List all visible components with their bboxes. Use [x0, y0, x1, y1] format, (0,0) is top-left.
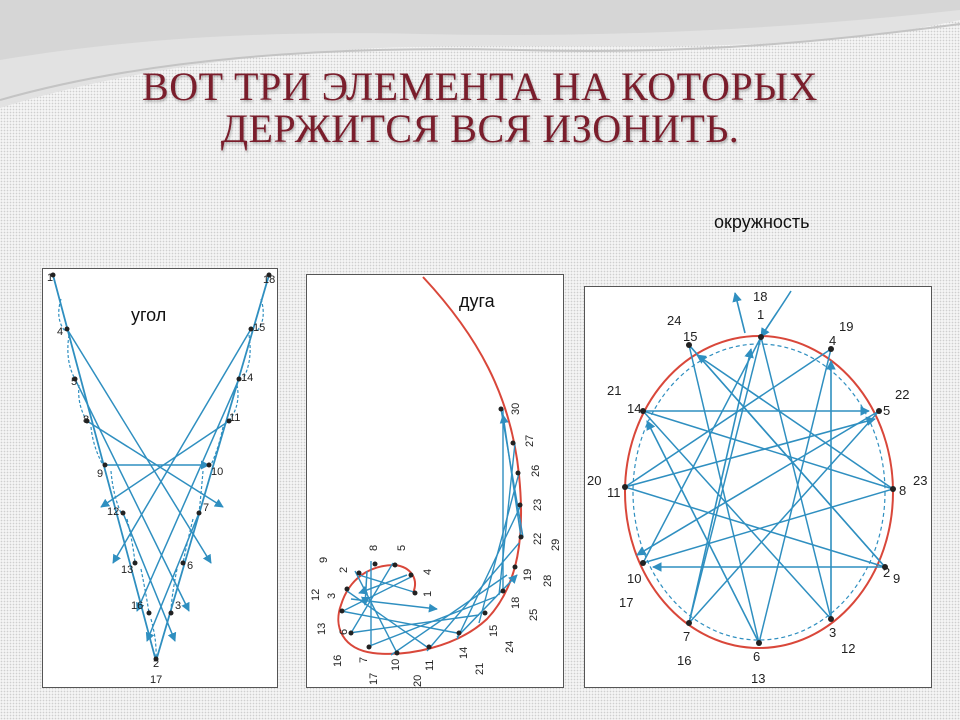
- arc-num-23: 23: [532, 498, 544, 511]
- arc-num-24: 24: [504, 640, 516, 653]
- circle-num-4: 4: [829, 333, 837, 348]
- angle-num-6: 6: [187, 560, 194, 572]
- angle-num-7: 7: [203, 502, 210, 514]
- angle-label: угол: [131, 305, 167, 325]
- angle-num-12: 12: [107, 506, 120, 518]
- arc-num-15: 15: [488, 624, 500, 637]
- arc-num-12: 12: [310, 588, 322, 601]
- angle-num-17: 17: [150, 674, 163, 686]
- angle-num-16: 16: [131, 600, 144, 612]
- circle-num-5: 5: [883, 403, 891, 418]
- arc-num-4: 4: [422, 568, 434, 575]
- circle-num-14: 14: [627, 401, 642, 416]
- angle-diagram: [43, 269, 279, 689]
- slide-title-line-2: ДЕРЖИТСЯ ВСЯ ИЗОНИТЬ.: [220, 106, 740, 151]
- angle-num-14: 14: [241, 372, 254, 384]
- circle-num-19: 19: [839, 319, 854, 334]
- angle-numbers: [47, 272, 275, 686]
- angle-num-9: 9: [97, 468, 104, 480]
- arc-num-27: 27: [524, 434, 536, 447]
- arc-num-8: 8: [368, 544, 380, 551]
- circle-num-21: 21: [607, 383, 622, 398]
- arc-num-16: 16: [332, 654, 344, 667]
- arc-num-20: 20: [412, 674, 424, 687]
- circle-num-2: 2: [883, 565, 891, 580]
- angle-num-18: 18: [263, 274, 276, 286]
- circle-numbers: [587, 289, 927, 686]
- circle-num-24: 24: [667, 313, 682, 328]
- arc-num-28: 28: [542, 574, 554, 587]
- circle-num-16: 16: [677, 653, 692, 668]
- circle-num-17: 17: [619, 595, 634, 610]
- angle-num-1: 1: [47, 272, 54, 284]
- circle-num-7: 7: [683, 629, 691, 644]
- arc-num-10: 10: [390, 658, 402, 671]
- angle-num-2: 2: [153, 658, 160, 670]
- arc-num-9: 9: [318, 556, 330, 563]
- circle-num-15: 15: [683, 329, 698, 344]
- circle-num-11: 11: [607, 485, 621, 500]
- angle-num-8: 8: [83, 414, 90, 426]
- angle-num-11: 11: [229, 412, 241, 424]
- angle-num-10: 10: [211, 466, 224, 478]
- arc-num-25: 25: [528, 608, 540, 621]
- circle-num-10: 10: [627, 571, 642, 586]
- arc-num-1: 1: [422, 590, 434, 597]
- arc-num-29: 29: [550, 538, 562, 551]
- arc-num-2: 2: [338, 566, 350, 573]
- angle-num-4: 4: [57, 326, 64, 338]
- circle-num-12: 12: [841, 641, 856, 656]
- arc-num-3: 3: [326, 592, 338, 599]
- slide-title-line-1: ВОТ ТРИ ЭЛЕМЕНТА НА КОТОРЫХ: [142, 64, 818, 109]
- circle-label: окружность: [714, 212, 810, 232]
- arc-num-7: 7: [358, 656, 370, 663]
- circle-num-9: 9: [893, 571, 901, 586]
- circle-num-20: 20: [587, 473, 602, 488]
- arc-num-11: 11: [424, 659, 436, 671]
- angle-num-5: 5: [71, 376, 78, 388]
- circle-num-8: 8: [899, 483, 907, 498]
- arc-num-26: 26: [530, 464, 542, 477]
- arc-num-6: 6: [338, 628, 350, 635]
- angle-panel: [42, 268, 278, 688]
- arc-num-21: 21: [474, 662, 486, 675]
- circle-num-23: 23: [913, 473, 928, 488]
- arc-num-13: 13: [316, 622, 328, 635]
- arc-num-17: 17: [368, 672, 380, 685]
- arc-num-5: 5: [396, 544, 408, 551]
- angle-num-3: 3: [175, 600, 182, 612]
- circle-panel: [584, 286, 932, 688]
- circle-diagram: [585, 287, 933, 689]
- circle-num-13: 13: [751, 671, 766, 686]
- arc-num-22: 22: [532, 532, 544, 545]
- circle-num-1: 1: [757, 307, 765, 322]
- circle-num-22: 22: [895, 387, 910, 402]
- circle-num-6: 6: [753, 649, 761, 664]
- arc-label: дуга: [459, 291, 495, 311]
- circle-num-18: 18: [753, 289, 768, 304]
- slide-title: [60, 66, 900, 150]
- arc-numbers: [310, 403, 562, 687]
- arc-diagram: [307, 275, 565, 689]
- circle-num-3: 3: [829, 625, 837, 640]
- arc-panel: [306, 274, 564, 688]
- arc-num-14: 14: [458, 646, 470, 659]
- angle-num-15: 15: [253, 322, 266, 334]
- arc-num-18: 18: [510, 596, 522, 609]
- arc-num-19: 19: [522, 568, 534, 581]
- arc-num-30: 30: [510, 402, 522, 415]
- angle-num-13: 13: [121, 564, 134, 576]
